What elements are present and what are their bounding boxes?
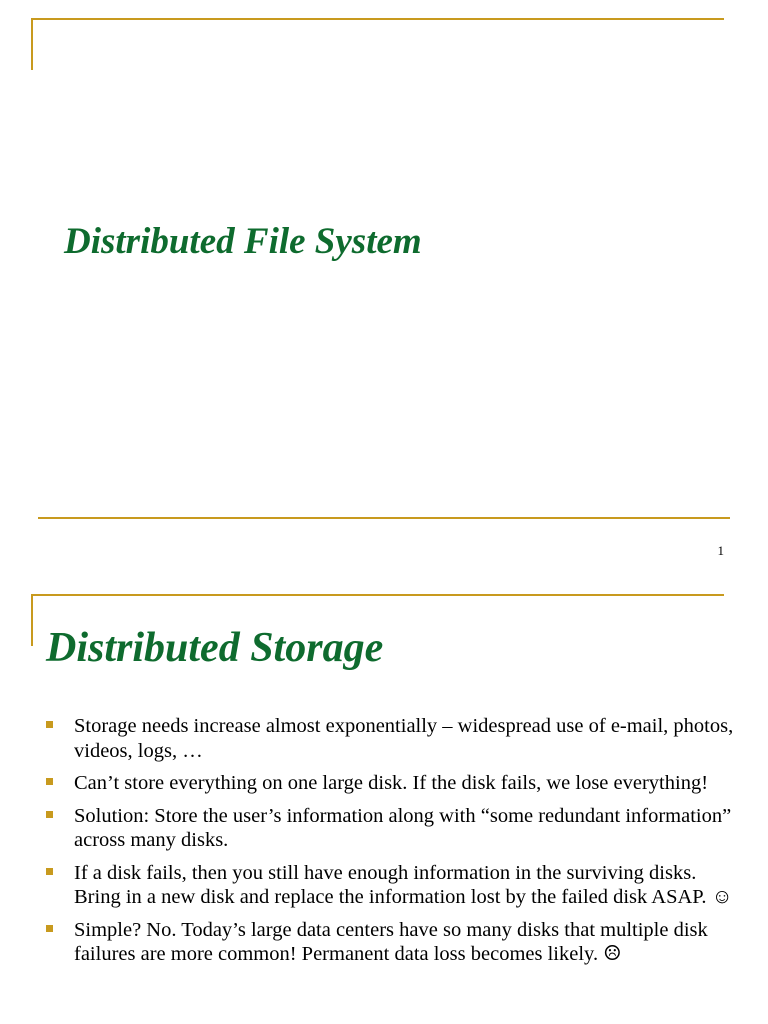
square-bullet-icon <box>46 868 53 875</box>
bullet-text: Simple? No. Today’s large data centers have so many disks that multiple disk failures are more common! Permanent data loss becomes likely. ☹ <box>74 918 708 965</box>
bullet-text: Solution: Store the user’s information along with “some redundant information” across many disks. <box>74 804 732 851</box>
bullet-text: Can’t store everything on one large disk. If the disk fails, we lose everything! <box>74 772 709 794</box>
bullet-text: If a disk fails, then you still have enough information in the surviving disks. Bring in a new disk and replace the information lost by the failed disk ASAP. ☺ <box>74 861 733 908</box>
slide1-bottom-rule <box>38 517 730 519</box>
page-number: 1 <box>717 543 724 558</box>
list-item <box>46 771 736 796</box>
bullet-list <box>46 714 736 975</box>
list-item <box>46 861 736 910</box>
square-bullet-icon <box>46 925 53 932</box>
bullet-text: Storage needs increase almost exponentially – widespread use of e-mail, photos, videos, logs, … <box>74 715 734 762</box>
list-item <box>46 714 736 763</box>
square-bullet-icon <box>46 811 53 818</box>
square-bullet-icon <box>46 778 53 785</box>
slide1-left-rule <box>31 18 33 70</box>
list-item <box>46 918 736 967</box>
slide1-title: Distributed File System <box>64 221 422 262</box>
slide2-title: Distributed Storage <box>46 625 384 671</box>
slide1-top-rule <box>32 18 724 20</box>
slide2-top-rule <box>32 594 724 596</box>
square-bullet-icon <box>46 721 53 728</box>
slide2-left-rule <box>31 594 33 646</box>
list-item <box>46 804 736 853</box>
